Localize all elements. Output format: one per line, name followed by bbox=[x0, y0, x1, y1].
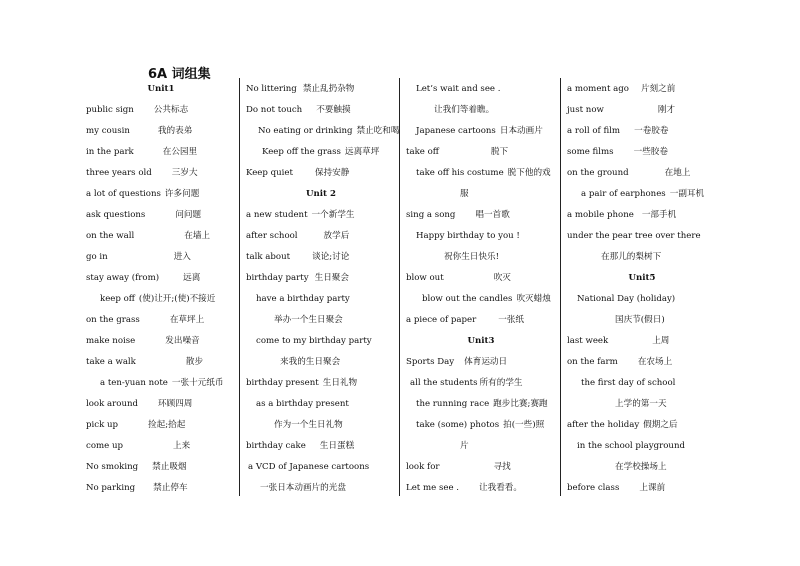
phrase-english: Keep off the grass bbox=[262, 147, 341, 157]
phrase-chinese: 上来 bbox=[173, 441, 191, 451]
phrase-row bbox=[406, 142, 556, 163]
phrase-english: make noise bbox=[86, 336, 136, 346]
phrase-english: No littering bbox=[246, 84, 297, 94]
phrase-chinese: 公共标志 bbox=[153, 105, 189, 115]
phrase-row bbox=[567, 79, 717, 100]
phrase-english: Happy birthday to you ! bbox=[416, 231, 520, 241]
phrase-chinese: 问问题 bbox=[175, 210, 202, 220]
phrase-row bbox=[86, 205, 236, 226]
phrase-english: under the pear tree over there bbox=[567, 231, 701, 241]
phrase-chinese: 祝你生日快乐! bbox=[444, 252, 500, 262]
phrase-row bbox=[246, 394, 396, 415]
phrase-row bbox=[406, 184, 556, 205]
phrase-english: all the students bbox=[410, 378, 478, 388]
phrase-chinese: 在那儿的梨树下 bbox=[601, 252, 662, 262]
phrase-chinese: 一副耳机 bbox=[669, 189, 705, 199]
phrase-chinese: 发出噪音 bbox=[165, 336, 200, 346]
phrase-row bbox=[86, 310, 236, 331]
phrase-english: Keep quiet bbox=[246, 168, 293, 178]
phrase-chinese: 一张纸 bbox=[498, 315, 525, 325]
phrase-row bbox=[86, 373, 236, 394]
phrase-english: National Day (holiday) bbox=[577, 294, 676, 304]
phrase-row bbox=[406, 205, 556, 226]
column-4 bbox=[567, 79, 717, 499]
phrase-chinese: 禁止乱扔杂物 bbox=[302, 84, 355, 94]
phrase-row bbox=[86, 247, 236, 268]
phrase-row bbox=[246, 142, 396, 163]
phrase-row bbox=[406, 415, 556, 436]
phrase-english: as a birthday present bbox=[256, 399, 349, 409]
phrase-row bbox=[86, 268, 236, 289]
phrase-row bbox=[246, 205, 396, 226]
phrase-english: just now bbox=[567, 105, 604, 115]
phrase-english: take off bbox=[406, 147, 439, 157]
phrase-english: a VCD of Japanese cartoons bbox=[248, 462, 370, 472]
phrase-english: Sports Day bbox=[406, 357, 455, 367]
column-1 bbox=[86, 79, 236, 499]
phrase-english: a pair of earphones bbox=[581, 189, 666, 199]
phrase-chinese: 进入 bbox=[173, 252, 191, 262]
phrase-english: No parking bbox=[86, 483, 136, 493]
phrase-row bbox=[86, 100, 236, 121]
phrase-row bbox=[567, 394, 717, 415]
phrase-chinese: 在草坪上 bbox=[169, 315, 205, 325]
phrase-english: Japanese cartoons bbox=[416, 126, 496, 136]
phrase-row bbox=[86, 163, 236, 184]
phrase-english: birthday cake bbox=[246, 441, 306, 451]
phrase-chinese: 拍(一些)照 bbox=[503, 420, 545, 430]
phrase-row bbox=[567, 163, 717, 184]
phrase-chinese: 禁止吃和喝 bbox=[356, 126, 400, 136]
phrase-row bbox=[246, 310, 396, 331]
phrase-row bbox=[406, 373, 556, 394]
phrase-chinese: 生日聚会 bbox=[314, 273, 349, 283]
phrase-chinese: 脱下 bbox=[490, 147, 509, 157]
phrase-english: a ten-yuan note bbox=[100, 378, 168, 388]
phrase-english: have a birthday party bbox=[256, 294, 350, 304]
unit-heading: Unit 2 bbox=[306, 189, 336, 199]
phrase-english: Let’s wait and see . bbox=[416, 84, 501, 94]
phrase-chinese: 谈论;讨论 bbox=[312, 252, 350, 262]
column-3 bbox=[406, 79, 556, 499]
phrase-row bbox=[86, 289, 236, 310]
phrase-english: a piece of paper bbox=[406, 315, 477, 325]
phrase-row bbox=[246, 247, 396, 268]
phrase-chinese: 所有的学生 bbox=[479, 378, 523, 388]
unit-heading: Unit1 bbox=[147, 84, 175, 94]
phrase-row bbox=[567, 226, 717, 247]
phrase-english: ask questions bbox=[86, 210, 146, 220]
phrase-row bbox=[567, 205, 717, 226]
phrase-chinese: 体育运动日 bbox=[464, 357, 508, 367]
phrase-english: after the holiday bbox=[567, 420, 640, 430]
phrase-chinese: 禁止吸烟 bbox=[152, 462, 187, 472]
phrase-english: three years old bbox=[86, 168, 152, 178]
phrase-chinese: 服 bbox=[460, 189, 469, 199]
phrase-row bbox=[406, 352, 556, 373]
phrase-english: after school bbox=[246, 231, 298, 241]
phrase-chinese: 远离 bbox=[183, 273, 201, 283]
phrase-row bbox=[406, 436, 556, 457]
phrase-english: a mobile phone bbox=[567, 210, 634, 220]
phrase-row bbox=[567, 247, 717, 268]
phrase-english: some films bbox=[567, 147, 614, 157]
phrase-english: a lot of questions bbox=[86, 189, 161, 199]
phrase-chinese: 日本动画片 bbox=[499, 126, 543, 136]
phrase-english: blow out bbox=[406, 273, 444, 283]
phrase-row bbox=[86, 457, 236, 478]
phrase-row bbox=[567, 457, 717, 478]
phrase-chinese: 一个新学生 bbox=[311, 210, 355, 220]
phrase-chinese: 让我看看。 bbox=[479, 483, 522, 493]
phrase-english: before class bbox=[567, 483, 620, 493]
phrase-english: public sign bbox=[86, 105, 134, 115]
phrase-row bbox=[86, 184, 236, 205]
phrase-row bbox=[86, 436, 236, 457]
phrase-chinese: 生日蛋糕 bbox=[319, 441, 355, 451]
phrase-row bbox=[406, 394, 556, 415]
phrase-chinese: (使)让开;(使)不接近 bbox=[138, 294, 216, 304]
phrase-row bbox=[86, 121, 236, 142]
phrase-row bbox=[567, 289, 717, 310]
phrase-english: a moment ago bbox=[567, 84, 629, 94]
phrase-chinese: 上课前 bbox=[639, 483, 666, 493]
phrase-english: look for bbox=[406, 462, 440, 472]
phrase-chinese: 寻找 bbox=[493, 462, 511, 472]
phrase-chinese: 一些胶卷 bbox=[633, 147, 668, 157]
phrase-row bbox=[567, 415, 717, 436]
phrase-chinese: 一部手机 bbox=[641, 210, 677, 220]
phrase-english: in the school playground bbox=[577, 441, 685, 451]
phrase-english: birthday present bbox=[246, 378, 319, 388]
phrase-chinese: 散步 bbox=[185, 357, 204, 367]
phrase-chinese: 环顾四周 bbox=[158, 399, 193, 409]
phrase-row bbox=[406, 121, 556, 142]
phrase-english: the first day of school bbox=[581, 378, 676, 388]
page-title: 6A 词组集 bbox=[148, 67, 211, 82]
phrase-row bbox=[406, 268, 556, 289]
phrase-row bbox=[406, 478, 556, 499]
phrase-row bbox=[567, 331, 717, 352]
phrase-chinese: 捡起;拾起 bbox=[148, 420, 186, 430]
phrase-english: my cousin bbox=[86, 126, 130, 136]
phrase-english: No smoking bbox=[86, 462, 139, 472]
phrase-english: on the ground bbox=[567, 168, 629, 178]
phrase-row bbox=[567, 373, 717, 394]
phrase-english: last week bbox=[567, 336, 609, 346]
phrase-row bbox=[406, 310, 556, 331]
phrase-row bbox=[86, 394, 236, 415]
phrase-english: look around bbox=[86, 399, 139, 409]
phrase-english: pick up bbox=[86, 420, 119, 430]
phrase-row bbox=[246, 415, 396, 436]
phrase-row bbox=[86, 415, 236, 436]
phrase-row bbox=[246, 478, 396, 499]
phrase-row bbox=[86, 226, 236, 247]
phrase-chinese: 禁止停车 bbox=[153, 483, 188, 493]
phrase-english: Let me see . bbox=[406, 483, 459, 493]
phrase-english: blow out the candles bbox=[422, 294, 513, 304]
phrase-chinese: 一卷胶卷 bbox=[634, 126, 669, 136]
phrase-english: on the farm bbox=[567, 357, 618, 367]
phrase-chinese: 唱一首歌 bbox=[475, 210, 510, 220]
phrase-row bbox=[567, 100, 717, 121]
column-divider bbox=[239, 78, 240, 496]
phrase-chinese: 远离草坪 bbox=[344, 147, 380, 157]
phrase-row bbox=[567, 184, 717, 205]
phrase-english: take (some) photos bbox=[416, 420, 500, 430]
phrase-chinese: 来我的生日聚会 bbox=[280, 357, 341, 367]
phrase-english: go in bbox=[86, 252, 108, 262]
phrase-row bbox=[86, 478, 236, 499]
phrase-row bbox=[406, 247, 556, 268]
phrase-english: a new student bbox=[246, 210, 308, 220]
phrase-row bbox=[567, 142, 717, 163]
unit-heading: Unit3 bbox=[467, 336, 495, 346]
phrase-chinese: 在公园里 bbox=[162, 147, 198, 157]
phrase-chinese: 上学的第一天 bbox=[615, 399, 667, 409]
phrase-row bbox=[246, 226, 396, 247]
phrase-english: in the park bbox=[86, 147, 134, 157]
phrase-chinese: 一张十元纸币 bbox=[171, 378, 224, 388]
phrase-chinese: 跑步比赛;赛跑 bbox=[493, 399, 548, 409]
phrase-english: No eating or drinking bbox=[258, 126, 353, 136]
phrase-english: a roll of film bbox=[567, 126, 621, 136]
phrase-english: keep off bbox=[100, 294, 135, 304]
phrase-row bbox=[246, 436, 396, 457]
phrase-chinese: 片刻之前 bbox=[640, 84, 676, 94]
phrase-row bbox=[246, 289, 396, 310]
phrase-chinese: 在农场上 bbox=[637, 357, 673, 367]
phrase-english: come up bbox=[86, 441, 123, 451]
phrase-row bbox=[86, 352, 236, 373]
phrase-row bbox=[406, 100, 556, 121]
phrase-row bbox=[246, 352, 396, 373]
phrase-row bbox=[246, 100, 396, 121]
phrase-english: on the wall bbox=[86, 231, 135, 241]
phrase-chinese: 让我们等着瞧。 bbox=[434, 105, 495, 115]
phrase-chinese: 我的表弟 bbox=[157, 126, 193, 136]
phrase-row bbox=[406, 457, 556, 478]
phrase-chinese: 在墙上 bbox=[184, 231, 211, 241]
phrase-chinese: 放学后 bbox=[323, 231, 350, 241]
phrase-row bbox=[246, 457, 396, 478]
phrase-chinese: 假期之后 bbox=[643, 420, 678, 430]
phrase-english: Do not touch bbox=[246, 105, 303, 115]
phrase-row bbox=[246, 79, 396, 100]
phrase-row bbox=[567, 436, 717, 457]
phrase-row bbox=[246, 268, 396, 289]
phrase-chinese: 作为一个生日礼物 bbox=[274, 420, 343, 430]
phrase-chinese: 三岁大 bbox=[171, 168, 198, 178]
phrase-chinese: 上周 bbox=[652, 336, 670, 346]
phrase-row bbox=[567, 478, 717, 499]
column-divider bbox=[560, 78, 561, 496]
phrase-english: stay away (from) bbox=[86, 273, 160, 283]
phrase-english: take a walk bbox=[86, 357, 136, 367]
phrase-chinese: 在地上 bbox=[664, 168, 691, 178]
phrase-chinese: 国庆节(假日) bbox=[615, 315, 665, 325]
phrase-chinese: 片 bbox=[460, 441, 469, 451]
phrase-chinese: 刚才 bbox=[657, 105, 676, 115]
phrase-english: come to my birthday party bbox=[256, 336, 372, 346]
phrase-english: birthday party bbox=[246, 273, 309, 283]
phrase-english: take off his costume bbox=[416, 168, 504, 178]
phrase-row bbox=[86, 331, 236, 352]
phrase-row bbox=[406, 163, 556, 184]
phrase-english: on the grass bbox=[86, 315, 140, 325]
phrase-row bbox=[246, 163, 396, 184]
phrase-chinese: 保持安静 bbox=[314, 168, 350, 178]
phrase-chinese: 许多问题 bbox=[164, 189, 200, 199]
phrase-chinese: 吹灭蜡烛 bbox=[516, 294, 551, 304]
phrase-chinese: 举办一个生日聚会 bbox=[274, 315, 343, 325]
phrase-row bbox=[406, 226, 556, 247]
phrase-chinese: 一张日本动画片的光盘 bbox=[260, 483, 346, 493]
phrase-row bbox=[246, 373, 396, 394]
phrase-row bbox=[86, 142, 236, 163]
phrase-chinese: 不要触摸 bbox=[316, 105, 351, 115]
phrase-row bbox=[567, 310, 717, 331]
phrase-chinese: 脱下他的戏 bbox=[507, 168, 551, 178]
phrase-english: sing a song bbox=[406, 210, 456, 220]
phrase-chinese: 吹灭 bbox=[493, 273, 511, 283]
phrase-chinese: 生日礼物 bbox=[322, 378, 358, 388]
phrase-chinese: 在学校操场上 bbox=[615, 462, 667, 472]
phrase-english: talk about bbox=[246, 252, 291, 262]
phrase-row bbox=[246, 121, 400, 142]
phrase-row bbox=[406, 289, 556, 310]
phrase-row bbox=[567, 121, 717, 142]
phrase-row bbox=[246, 331, 396, 352]
unit-heading: Unit5 bbox=[628, 273, 656, 283]
column-2 bbox=[246, 79, 400, 499]
phrase-row bbox=[406, 79, 556, 100]
phrase-english: the running race bbox=[416, 399, 490, 409]
phrase-row bbox=[567, 352, 717, 373]
